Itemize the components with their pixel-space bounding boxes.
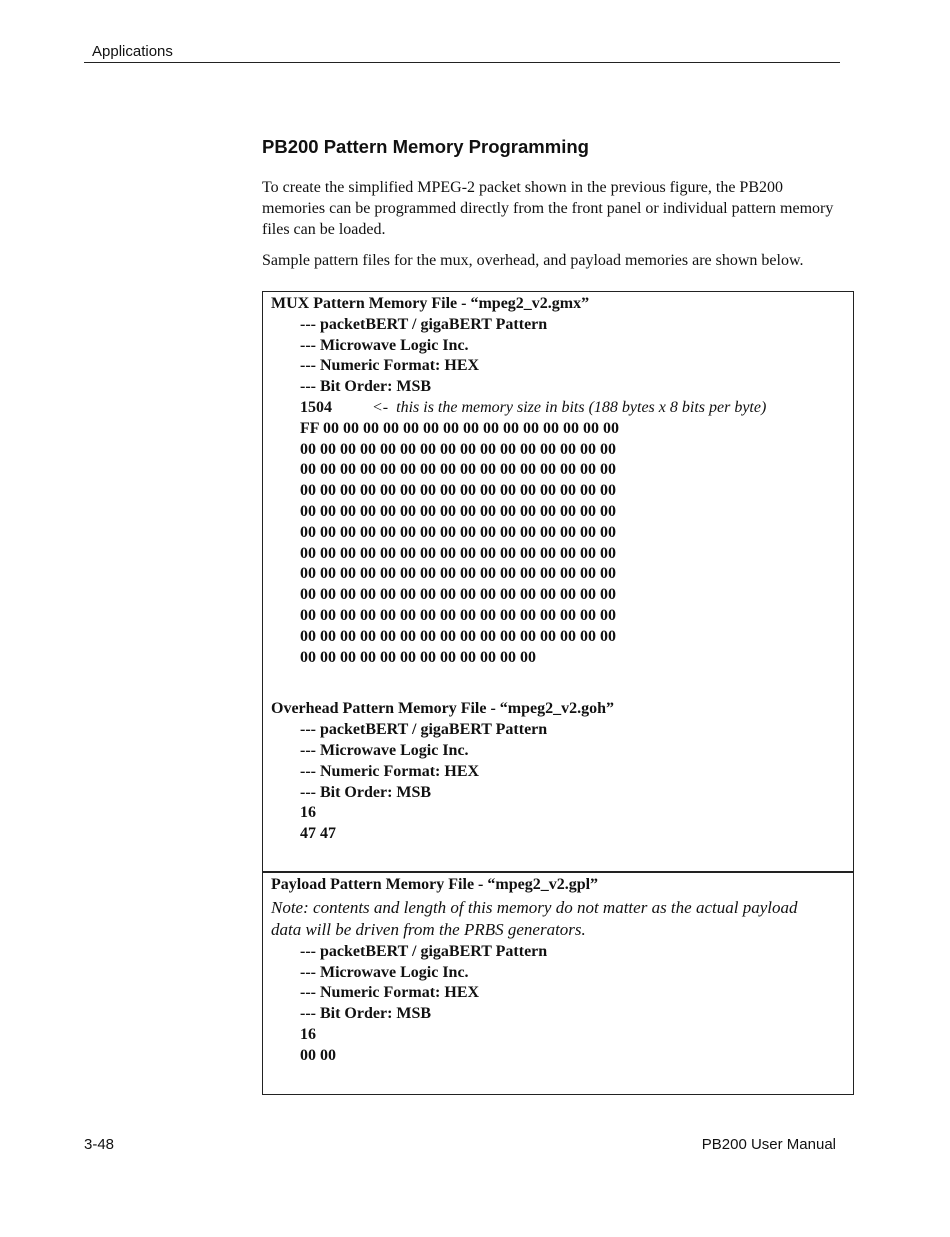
mux-comment-line: --- Bit Order: MSB [300, 378, 432, 396]
overhead-size-value: 16 [300, 804, 316, 822]
payload-comment-line: --- Numeric Format: HEX [300, 984, 480, 1002]
mux-data-row: 00 00 00 00 00 00 00 00 00 00 00 00 00 00 00 00 [300, 502, 616, 520]
mux-data-row: 00 00 00 00 00 00 00 00 00 00 00 00 00 00 00 00 [300, 440, 616, 458]
overhead-file-body [271, 720, 853, 845]
header-section-label: Applications [92, 43, 173, 60]
payload-box [262, 871, 854, 1095]
mux-file-heading: MUX Pattern Memory File - “mpeg2_v2.gmx” [271, 295, 590, 312]
overhead-comment-line: --- packetBERT / gigaBERT Pattern [300, 721, 548, 739]
payload-data-row: 00 00 [300, 1046, 336, 1064]
mux-overhead-box [262, 291, 854, 873]
manual-title: PB200 User Manual [701, 1136, 836, 1153]
overhead-file-heading: Overhead Pattern Memory File - “mpeg2_v2.goh” [271, 700, 615, 718]
section-title: PB200 Pattern Memory Programming [262, 136, 589, 157]
mux-comment-line: --- Microwave Logic Inc. [300, 336, 469, 354]
payload-comment-line: --- Bit Order: MSB [300, 1005, 432, 1023]
payload-comment-line: --- Microwave Logic Inc. [300, 963, 469, 981]
payload-file-body [271, 942, 853, 1067]
mux-size-value: 1504 [300, 398, 332, 416]
payload-file-heading: Payload Pattern Memory File - “mpeg2_v2.gpl” [271, 876, 599, 893]
mux-comment-line: --- Numeric Format: HEX [300, 357, 480, 375]
overhead-comment-line: --- Bit Order: MSB [300, 783, 432, 801]
mux-data-row: 00 00 00 00 00 00 00 00 00 00 00 00 00 00 00 00 [300, 606, 616, 624]
payload-note: Note: contents and length of this memory do not matter as the actual payload data will be driven from the PRBS generators. [271, 897, 798, 939]
mux-data-row: 00 00 00 00 00 00 00 00 00 00 00 00 00 00 00 00 [300, 482, 616, 500]
overhead-comment-line: --- Microwave Logic Inc. [300, 741, 469, 759]
mux-data-row: 00 00 00 00 00 00 00 00 00 00 00 00 00 00 00 00 [300, 461, 616, 479]
mux-size-note: <- this is the memory size in bits (188 bytes x 8 bits per byte) [372, 398, 767, 416]
mux-data-row: 00 00 00 00 00 00 00 00 00 00 00 00 [300, 648, 536, 666]
mux-file-body [271, 315, 853, 669]
mux-size-line [300, 398, 853, 419]
overhead-comment-line: --- Numeric Format: HEX [300, 762, 480, 780]
intro-paragraph: To create the simplified MPEG-2 packet shown in the previous figure, the PB200 memories can be programmed directly from the front panel or individual pattern memory files can be loaded. [262, 179, 834, 238]
mux-data-row: FF 00 00 00 00 00 00 00 00 00 00 00 00 00 00 00 [300, 419, 619, 437]
mux-data-row: 00 00 00 00 00 00 00 00 00 00 00 00 00 00 00 00 [300, 523, 616, 541]
overhead-data-row: 47 47 [300, 825, 336, 843]
mux-data-row: 00 00 00 00 00 00 00 00 00 00 00 00 00 00 00 00 [300, 586, 616, 604]
mux-data-row: 00 00 00 00 00 00 00 00 00 00 00 00 00 00 00 00 [300, 544, 616, 562]
page-number: 3-48 [84, 1136, 115, 1153]
payload-size-value: 16 [300, 1025, 316, 1043]
mux-data-row: 00 00 00 00 00 00 00 00 00 00 00 00 00 00 00 00 [300, 627, 616, 645]
mux-comment-line: --- packetBERT / gigaBERT Pattern [300, 315, 548, 333]
payload-comment-line: --- packetBERT / gigaBERT Pattern [300, 942, 548, 960]
mux-data-row: 00 00 00 00 00 00 00 00 00 00 00 00 00 00 00 00 [300, 565, 616, 583]
page-header [84, 42, 840, 63]
sample-files-paragraph: Sample pattern files for the mux, overhead, and payload memories are shown below. [262, 252, 804, 269]
